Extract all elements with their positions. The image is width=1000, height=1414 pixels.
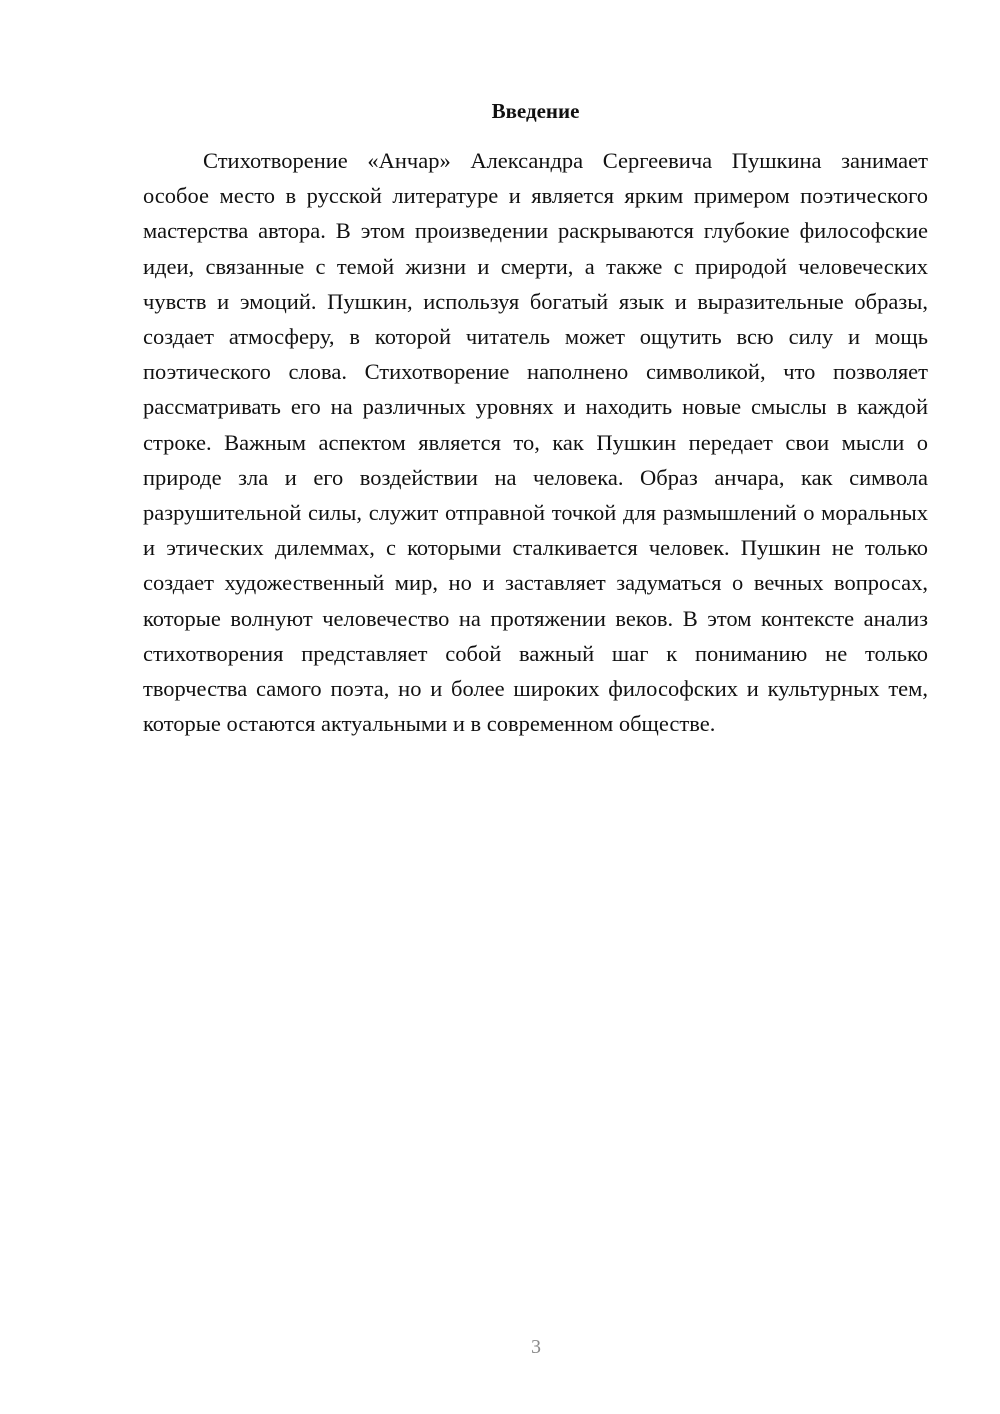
- section-heading: Введение: [491, 99, 580, 123]
- body-paragraph: Стихотворение «Анчар» Александра Сергеевича Пушкина занимает особое место в русской литературе и является ярким примером поэтического мастерства автора. В этом произведении раскрываются глубокие философские идеи, связанные с темой жизни и смерти, а также с природой человеческих чувств и эмоций. Пушкин, используя богатый язык и выразительные образы, создает атмосферу, в которой читатель может ощутить всю силу и мощь поэтического слова. Стихотворение наполнено символикой, что позволяет рассматривать его на различных уровнях и находить новые смыслы в каждой строке. Важным аспектом является то, как Пушкин передает свои мысли о природе зла и его воздействии на человека. Образ анчара, как символа разрушительной силы, служит отправной точкой для размышлений о моральных и этических дилеммах, с которыми сталкивается человек. Пушкин не только создает художественный мир, но и заставляет задуматься о вечных вопросах, которые волнуют человечество на протяжении веков. В этом контексте анализ стихотворения представляет собой важный шаг к пониманию не только творчества самого поэта, но и более широких философских и культурных тем, которые остаются актуальными и в современном обществе.: [143, 148, 928, 737]
- page-number: 3: [531, 1336, 541, 1358]
